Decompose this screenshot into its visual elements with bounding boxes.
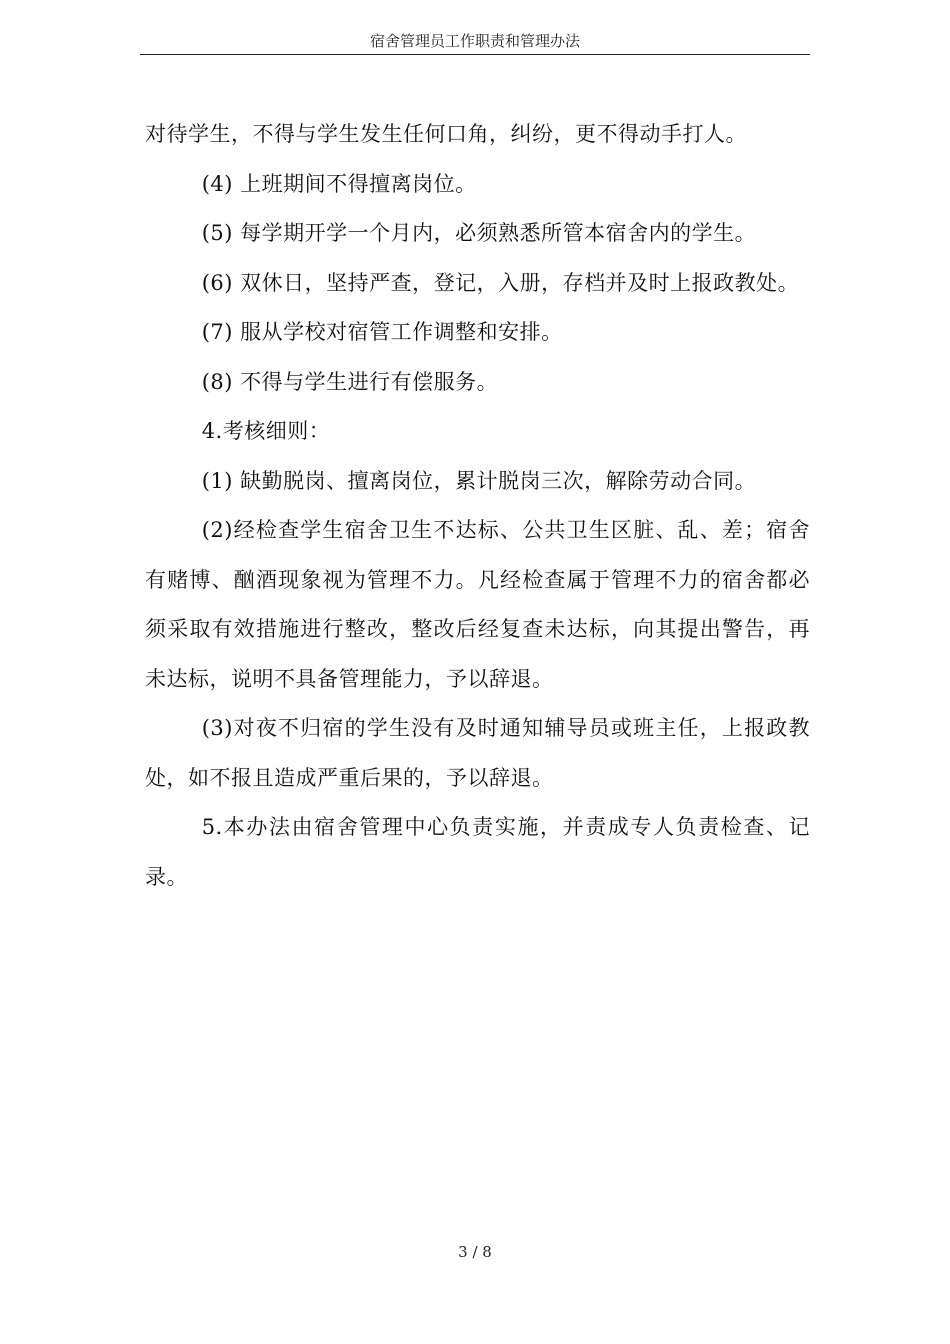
section-heading-assessment: 4.考核细则： <box>201 419 331 443</box>
paragraph-item-6: (6) 双休日，坚持严查，登记，入册，存档并及时上报政教处。 <box>201 270 800 295</box>
paragraph-item-5: (5) 每学期开学一个月内，必须熟悉所管本宿舍内的学生。 <box>201 221 757 245</box>
document-title: 宿舍管理员工作职责和管理办法 <box>369 32 580 50</box>
document-body <box>145 110 810 902</box>
paragraph-assessment-3: (3)对夜不归宿的学生没有及时通知辅导员或班主任，上报政教处，如不报且造成严重后果的，予以辞退。 <box>145 716 810 790</box>
page-number: 3 / 8 <box>458 1243 492 1261</box>
paragraph-item-7: (7) 服从学校对宿管工作调整和安排。 <box>201 320 563 344</box>
page-header <box>140 30 810 55</box>
paragraph-assessment-1: (1) 缺勤脱岗、擅离岗位，累计脱岗三次，解除劳动合同。 <box>201 468 757 493</box>
paragraph-section-5: 5.本办法由宿舍管理中心负责实施，并责成专人负责检查、记录。 <box>145 815 810 889</box>
paragraph-assessment-2: (2)经检查学生宿舍卫生不达标、公共卫生区脏、乱、差；宿舍有赌博、酗酒现象视为管理不力。凡经检查属于管理不力的宿舍都必须采取有效措施进行整改，整改后经复查未达标，向其提出警告，再未达标，说明不具备管理能力，予以辞退。 <box>145 518 810 691</box>
paragraph-continuation: 对待学生，不得与学生发生任何口角，纠纷，更不得动手打人。 <box>145 122 747 146</box>
paragraph-item-4: (4) 上班期间不得擅离岗位。 <box>201 171 477 196</box>
paragraph-item-8: (8) 不得与学生进行有偿服务。 <box>201 369 499 394</box>
